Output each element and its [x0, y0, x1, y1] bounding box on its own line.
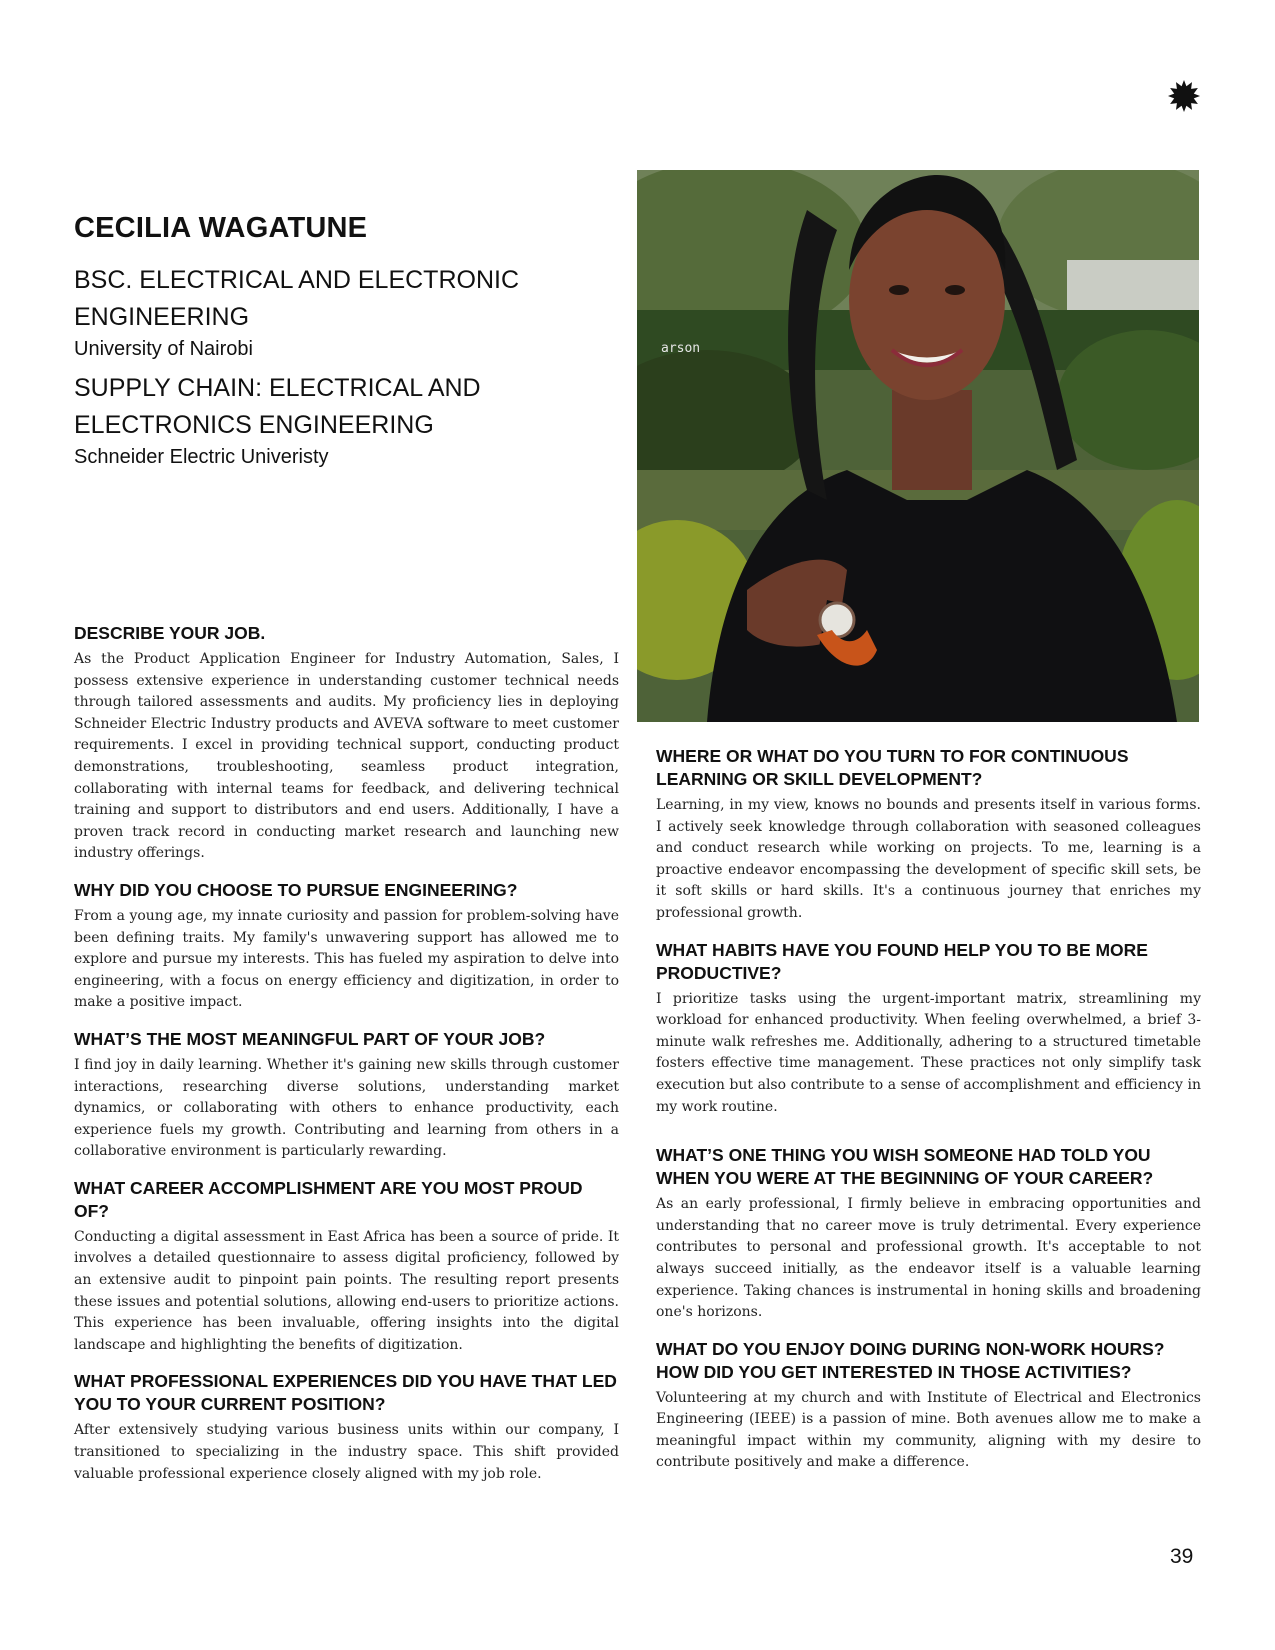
degree-1-institution: University of Nairobi	[74, 338, 253, 360]
photo-overlay-text: arson	[661, 341, 701, 356]
question-heading: WHAT HABITS HAVE YOU FOUND HELP YOU TO BE MORE PRODUCTIVE?	[656, 939, 1148, 983]
qa-continuous-learning	[656, 745, 1201, 925]
left-qa-column	[74, 622, 619, 1499]
question-heading: WHERE OR WHAT DO YOU TURN TO FOR CONTINUOUS LEARNING OR SKILL DEVELOPMENT?	[656, 746, 1129, 789]
credentials	[74, 262, 574, 478]
question-heading: WHAT PROFESSIONAL EXPERIENCES DID YOU HAVE THAT LED YOU TO YOUR CURRENT POSITION?	[74, 1371, 617, 1415]
qa-productive-habits	[656, 939, 1201, 1119]
qa-meaningful-part	[74, 1028, 619, 1163]
qa-non-work-hours	[656, 1338, 1201, 1474]
question-heading: WHY DID YOU CHOOSE TO PURSUE ENGINEERING?	[74, 879, 518, 900]
answer-text: I find joy in daily learning. Whether it's gaining new skills through customer interactions, researching diverse solutions, understanding market dynamics, or collaborating with others to enhance productivity, each experience fuels my growth. Contributing and learning from others in a collaborative environment is particularly rewarding.	[74, 1056, 619, 1160]
right-qa-column	[656, 745, 1201, 1488]
answer-text: As the Product Application Engineer for Industry Automation, Sales, I possess extensive experience in understanding customer technical needs through tailored assessments and audits. My proficiency lies in deploying Schneider Electric Industry products and AVEVA software to meet customer requirements. I excel in providing technical support, conducting product demonstrations, troubleshooting, seamless product integration, collaborating with internal teams for feedback, and delivering technical training and support to distributors and end users. Additionally, I have a proven track record in conducting market research and launching new industry offerings.	[74, 651, 619, 862]
question-heading: DESCRIBE YOUR JOB.	[74, 623, 266, 643]
degree-1-title: BSC. ELECTRICAL AND ELECTRONIC ENGINEERING	[74, 266, 520, 331]
question-heading: WHAT DO YOU ENJOY DOING DURING NON-WORK HOURS? HOW DID YOU GET INTERESTED IN THOSE ACTIVITIES?	[656, 1338, 1165, 1382]
qa-accomplishment	[74, 1177, 619, 1357]
answer-text: From a young age, my innate curiosity and passion for problem-solving have been defining traits. My family's unwavering support has allowed me to explore and pursue my interests. This has fueled my aspiration to delve into engineering, with a focus on energy efficiency and digitization, in order to make a positive impact.	[74, 907, 619, 1011]
qa-professional-experiences	[74, 1370, 619, 1485]
degree-2-title: SUPPLY CHAIN: ELECTRICAL AND ELECTRONICS ENGINEERING	[74, 374, 481, 439]
page-number: 39	[1170, 1545, 1194, 1568]
person-name: CECILIA WAGATUNE	[74, 212, 368, 244]
answer-text: Volunteering at my church and with Institute of Electrical and Electronics Engineering (IEEE) is a passion of mine. Both avenues allow me to make a meaningful impact within my community, aligning with my desire to contribute positively and make a difference.	[656, 1389, 1201, 1471]
answer-text: After extensively studying various business units within our company, I transitioned to specializing in the industry space. This shift provided valuable professional experience closely aligned with my job role.	[74, 1422, 619, 1482]
qa-describe-job	[74, 622, 619, 865]
qa-why-engineering	[74, 879, 619, 1014]
portrait-photo	[637, 170, 1199, 722]
answer-text: Conducting a digital assessment in East Africa has been a source of pride. It involves a detailed questionnaire to assess digital proficiency, followed by an extensive audit to pinpoint pain points. The resulting report presents these issues and potential solutions, allowing end-users to prioritize actions. This experience has been invaluable, offering insights into the digital landscape and highlighting the benefits of digitization.	[74, 1228, 619, 1353]
answer-text: Learning, in my view, knows no bounds and presents itself in various forms. I actively seek knowledge through collaboration with seasoned colleagues and conduct research while working on projects. To me, learning is a proactive endeavor encompassing the development of specific skill sets, be it soft skills or hard skills. It's a continuous journey that enriches my professional growth.	[656, 797, 1201, 921]
degree-2-institution: Schneider Electric Univeristy	[74, 446, 329, 468]
question-heading: WHAT’S THE MOST MEANINGFUL PART OF YOUR JOB?	[74, 1028, 546, 1049]
qa-career-advice	[656, 1144, 1201, 1324]
question-heading: WHAT’S ONE THING YOU WISH SOMEONE HAD TOLD YOU WHEN YOU WERE AT THE BEGINNING OF YOUR CAREER?	[656, 1145, 1154, 1189]
starburst-icon	[1168, 80, 1200, 112]
question-heading: WHAT CAREER ACCOMPLISHMENT ARE YOU MOST PROUD OF?	[74, 1177, 583, 1221]
answer-text: As an early professional, I firmly believe in embracing opportunities and understanding that no career move is truly detrimental. Every experience contributes to personal and professional growth. It's acceptable to not always succeed initially, as the endeavor itself is a valuable learning experience. Taking chances is instrumental in honing skills and broadening one's horizons.	[656, 1196, 1201, 1321]
answer-text: I prioritize tasks using the urgent-important matrix, streamlining my workload for enhanced productivity. When feeling overwhelmed, a brief 3-minute walk refreshes me. Additionally, adhering to a structured timetable fosters effective time management. These practices not only simplify task execution but also contribute to a sense of accomplishment and efficiency in my work routine.	[656, 990, 1201, 1115]
